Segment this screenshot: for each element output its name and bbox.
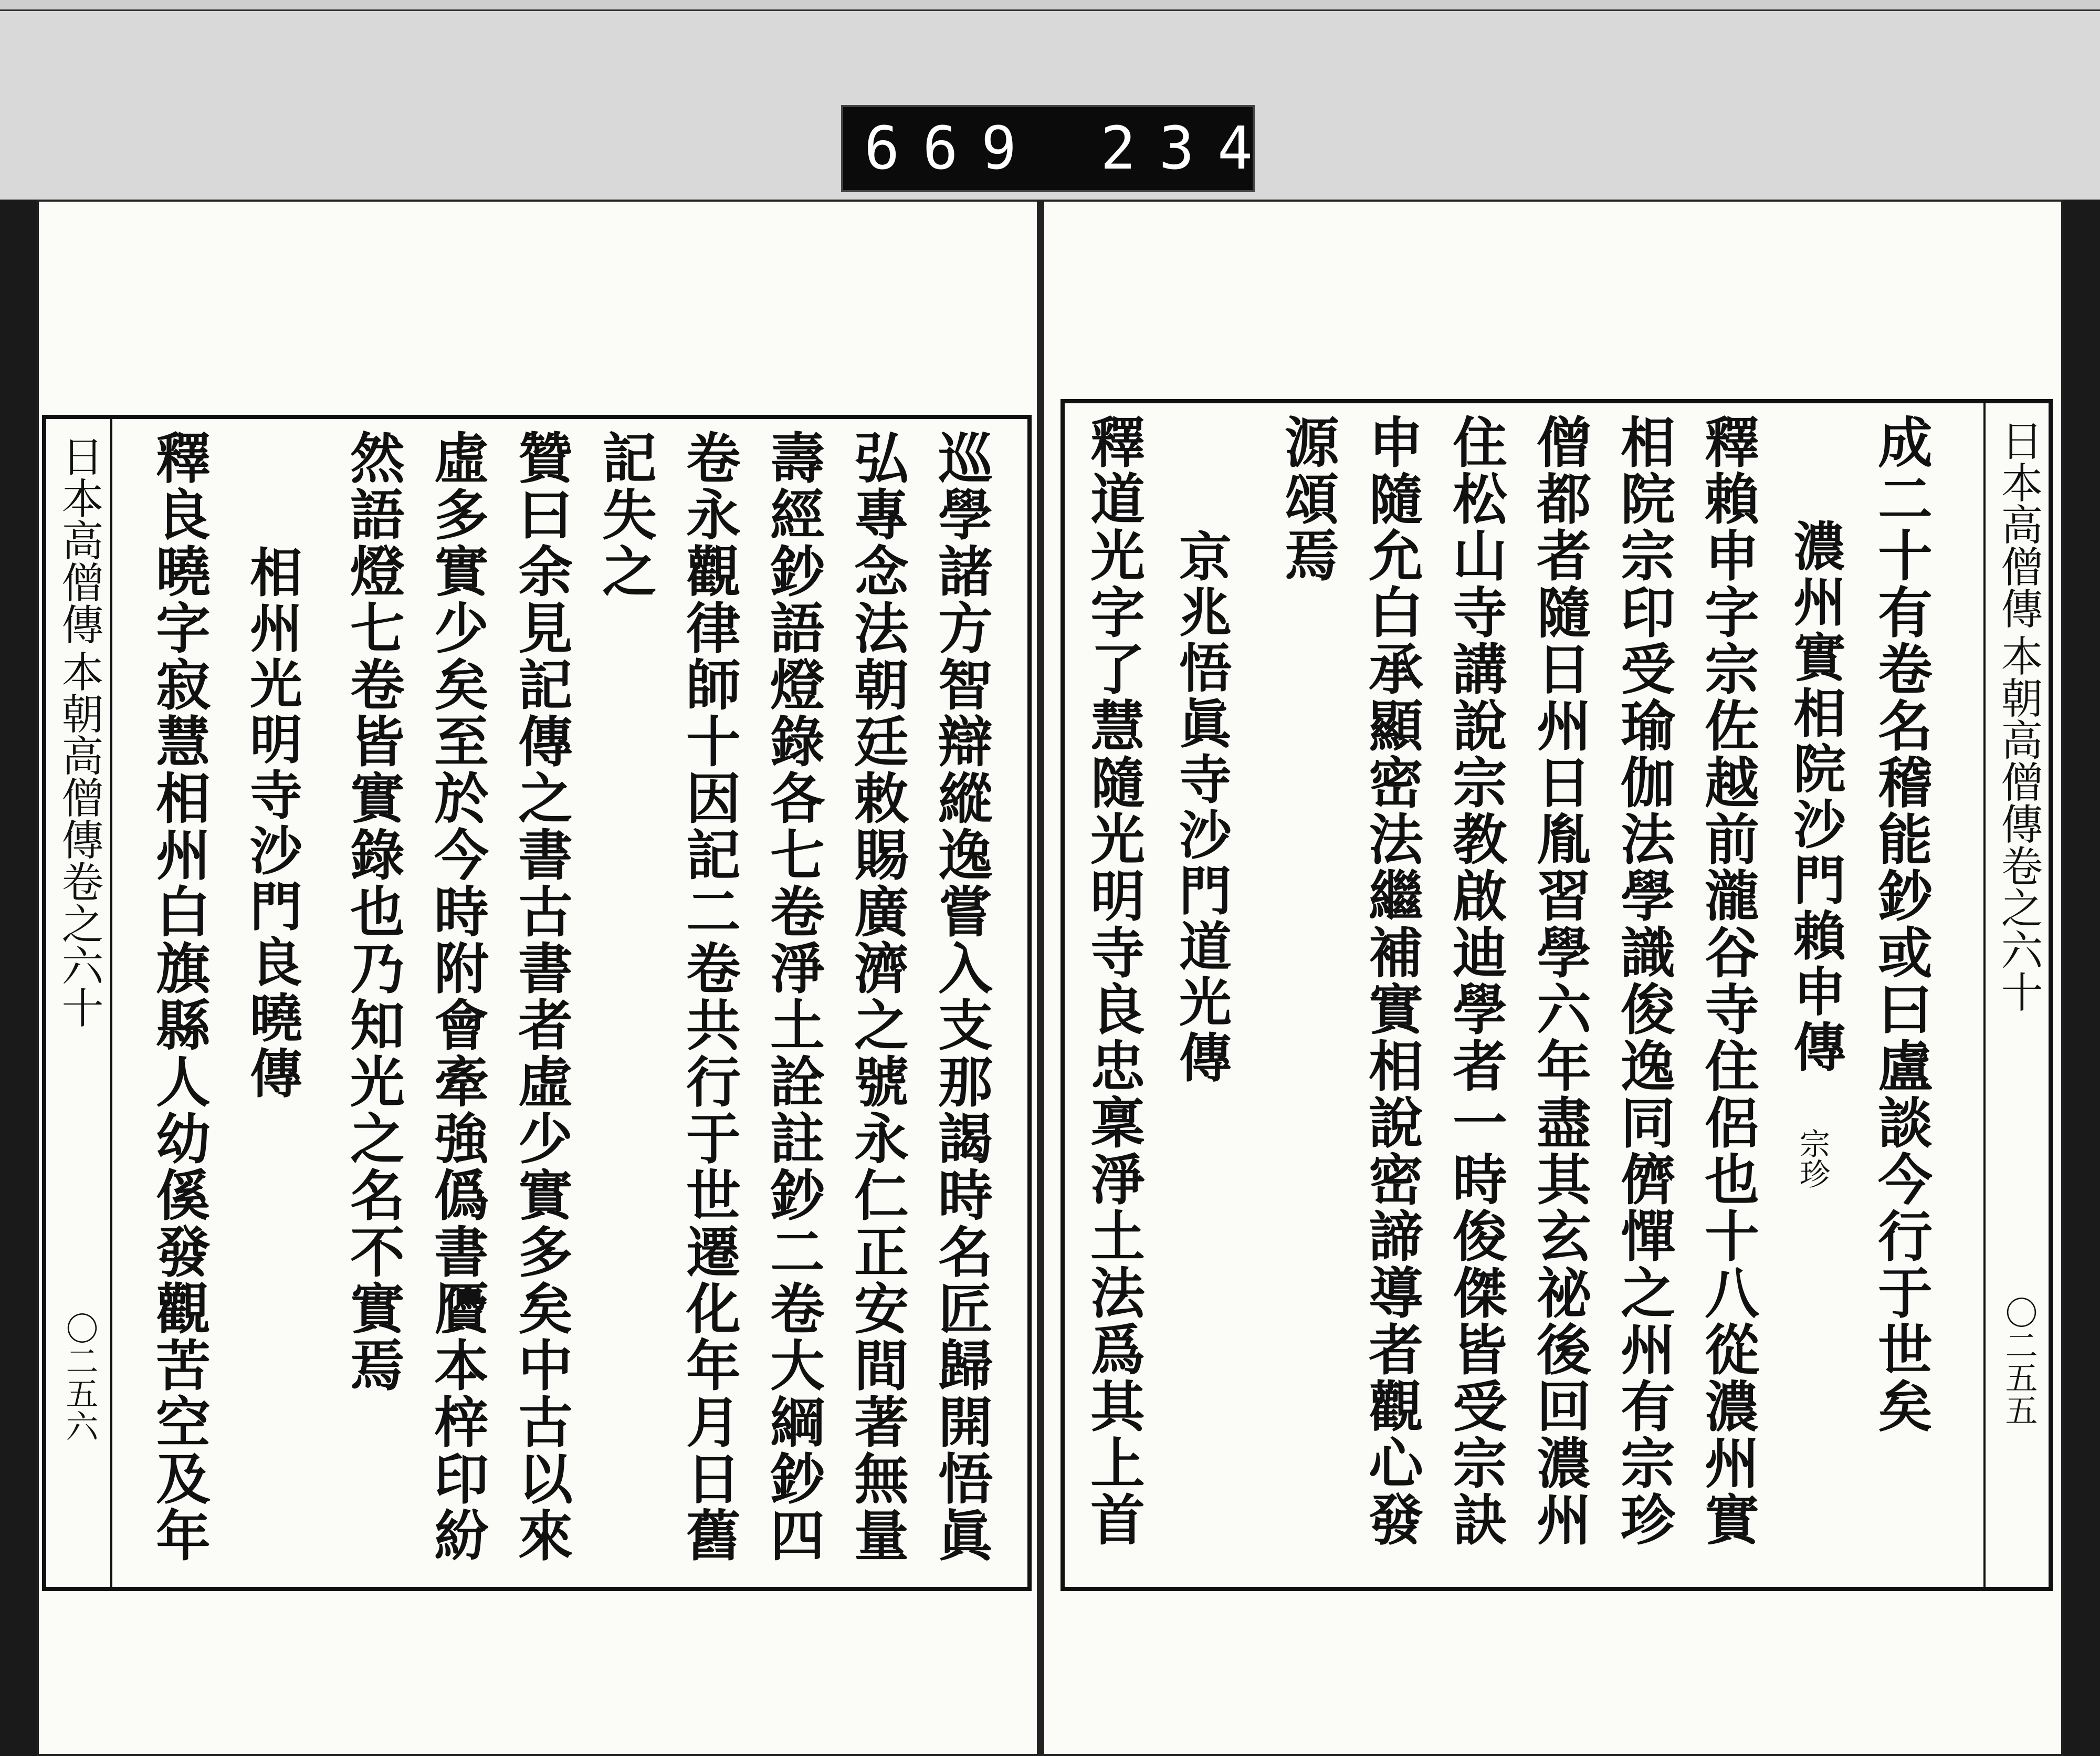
left-page-number: 〇二五六 [60,1312,99,1442]
right-biography-heading-1: 濃州實相院沙門賴申傳 [1784,519,1846,1075]
left-col-8: 然語燈七卷皆實錄也乃知光之名不實焉 [341,430,405,1394]
right-text-frame [1060,399,2053,1591]
label-left-number: 669 [864,114,1040,183]
left-text-frame [42,415,1032,1591]
left-col-6: 贊曰余見記傳之書古書者虛少實多矣中古以來 [509,430,573,1564]
left-col-3: 壽經鈔語燈錄各七卷淨土詮註鈔二卷大綱鈔四 [761,430,825,1564]
left-col-7: 虛多實少矣至於今時附會牽強僞書贗本梓印紛 [425,430,489,1564]
right-col-7: 申隨允白承顯密法繼補實相說密諦導者觀心發 [1359,414,1424,1548]
right-heading-note: 宗珍 [1794,1128,1830,1189]
right-band [1983,403,2052,1587]
right-page-number: 〇二五五 [2000,1296,2038,1426]
left-col-2: 弘專念法朝廷敕賜廣濟之號永仁正安間著無量 [845,430,909,1564]
left-band-title: 日本高僧傳 [55,435,103,645]
catalog-label-plate [841,105,1276,192]
right-col-5: 僧都者隨日州日胤習學六年盡其玄祕後回濃州 [1527,414,1592,1548]
right-col-10: 釋道光字了慧隨光明寺良忠稟淨土法爲其上首 [1081,414,1146,1548]
left-band [44,419,112,1587]
right-col-4: 相院宗印受瑜伽法學識俊逸同儕憚之州有宗珍 [1611,414,1676,1548]
label-right-number: 234 [1100,114,1276,183]
right-band-subtitle: 本朝高僧傳卷之六十 [1994,634,2043,1012]
left-band-subtitle: 本朝高僧傳卷之六十 [55,650,103,1028]
right-col-3: 釋賴申字宗佐越前瀧谷寺住侶也十八從濃州實 [1695,414,1760,1548]
left-col-1: 巡學諸方智辯縱逸嘗入支那謁時名匠歸開悟眞 [929,430,993,1564]
scan-left-edge [0,200,37,1756]
left-biography-heading: 相州光明寺沙門良曉傳 [241,545,303,1102]
right-col-8: 源頌焉 [1275,414,1340,584]
left-col-10: 釋良曉字寂慧相州白旗縣人幼傒發觀苦空及年 [146,430,211,1564]
left-col-4: 卷永觀律師十因記二卷共行于世遷化年月日舊 [677,430,741,1564]
scan-top-edge [0,0,2100,11]
scan-right-edge [2063,200,2100,1756]
left-col-5: 記失之 [593,430,657,600]
right-band-title: 日本高僧傳 [1994,419,2043,629]
right-col-1: 成二十有卷名稽能鈔或曰盧談今行于世矣 [1868,414,1933,1435]
right-col-6: 住松山寺講說宗教啟迪學者一時俊傑皆受宗訣 [1443,414,1508,1548]
right-biography-heading-2: 京兆悟眞寺沙門道光傳 [1170,529,1232,1086]
